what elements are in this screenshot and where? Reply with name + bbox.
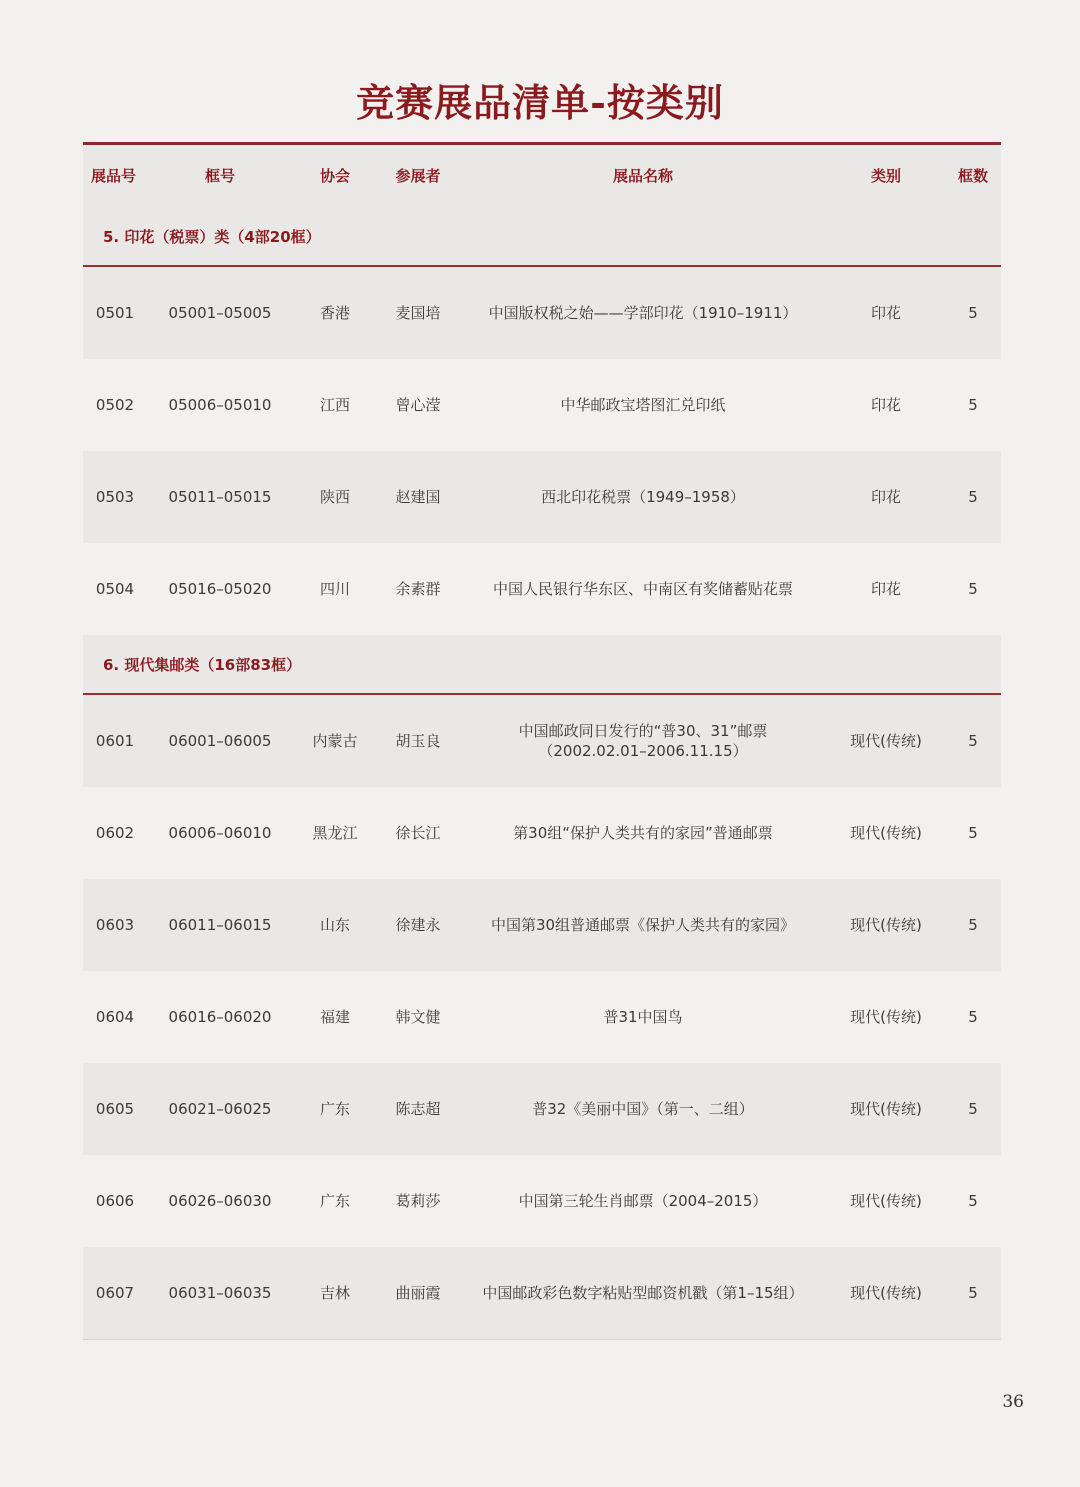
cell-exhibitor: 徐建永 bbox=[395, 916, 441, 934]
table-row bbox=[83, 543, 1001, 635]
cell-exhibit-name: 普31中国鸟 bbox=[603, 1008, 683, 1026]
cell-exhibitor: 赵建国 bbox=[395, 488, 441, 506]
cell-category: 现代(传统) bbox=[850, 1008, 922, 1026]
cell-frames: 5 bbox=[968, 916, 978, 934]
cell-exhibit-name: 第30组“保护人类共有的家园”普通邮票 bbox=[513, 824, 773, 842]
cell-frames: 5 bbox=[968, 824, 978, 842]
header-frame-no: 框号 bbox=[204, 167, 235, 185]
cell-category: 现代(传统) bbox=[850, 824, 922, 842]
cell-exhibit-no: 0503 bbox=[95, 488, 135, 506]
cell-frames: 5 bbox=[968, 396, 978, 414]
table-row bbox=[83, 359, 1001, 451]
section-header: 6. 现代集邮类（16部83框） bbox=[83, 635, 1001, 695]
cell-exhibit-name: 中国邮政彩色数字粘贴型邮资机戳（第1–15组） bbox=[482, 1284, 804, 1302]
cell-exhibit-name: 西北印花税票（1949–1958） bbox=[541, 488, 745, 506]
cell-frames: 5 bbox=[968, 488, 978, 506]
cell-exhibit-no: 0603 bbox=[95, 916, 135, 934]
header-association: 协会 bbox=[319, 167, 350, 185]
header-exhibit-name: 展品名称 bbox=[612, 167, 673, 185]
page-title: 竞赛展品清单-按类别 bbox=[356, 80, 724, 125]
cell-category: 印花 bbox=[870, 396, 901, 414]
table-header bbox=[83, 145, 1001, 207]
table-body bbox=[83, 207, 1001, 1339]
cell-exhibit-name: 中国第三轮生肖邮票（2004–2015） bbox=[518, 1192, 768, 1210]
cell-frame-no: 05001–05005 bbox=[168, 304, 272, 322]
table-row bbox=[83, 267, 1001, 359]
cell-frames: 5 bbox=[968, 732, 978, 750]
cell-category: 印花 bbox=[870, 580, 901, 598]
cell-association: 山东 bbox=[319, 916, 350, 934]
cell-exhibitor: 麦国培 bbox=[395, 304, 441, 322]
cell-frame-no: 06016–06020 bbox=[168, 1008, 272, 1026]
cell-association: 四川 bbox=[319, 580, 350, 598]
table-row bbox=[83, 695, 1001, 787]
cell-exhibitor: 余素群 bbox=[395, 580, 441, 598]
cell-exhibit-no: 0504 bbox=[95, 580, 135, 598]
cell-association: 广东 bbox=[319, 1192, 350, 1210]
cell-category: 现代(传统) bbox=[850, 916, 922, 934]
cell-exhibit-no: 0605 bbox=[95, 1100, 135, 1118]
cell-association: 陕西 bbox=[319, 488, 350, 506]
cell-category: 现代(传统) bbox=[850, 1100, 922, 1118]
cell-exhibit-no: 0606 bbox=[95, 1192, 135, 1210]
cell-association: 吉林 bbox=[319, 1284, 350, 1302]
header-frames: 框数 bbox=[957, 167, 988, 185]
cell-frame-no: 06026–06030 bbox=[168, 1192, 272, 1210]
cell-frame-no: 05016–05020 bbox=[168, 580, 272, 598]
cell-exhibitor: 胡玉良 bbox=[395, 732, 441, 750]
cell-exhibit-name: 中国版权税之始——学部印花（1910–1911） bbox=[488, 304, 798, 322]
cell-exhibitor: 徐长江 bbox=[395, 824, 441, 842]
cell-exhibit-name: 中国人民银行华东区、中南区有奖储蓄贴花票 bbox=[492, 580, 793, 598]
table-row bbox=[83, 451, 1001, 543]
exhibit-table bbox=[83, 142, 1001, 1340]
header-exhibitor: 参展者 bbox=[395, 167, 441, 185]
cell-frames: 5 bbox=[968, 580, 978, 598]
table-row bbox=[83, 1155, 1001, 1247]
cell-frames: 5 bbox=[968, 1192, 978, 1210]
cell-frames: 5 bbox=[968, 1008, 978, 1026]
cell-association: 内蒙古 bbox=[312, 732, 358, 750]
cell-exhibit-no: 0607 bbox=[95, 1284, 135, 1302]
cell-category: 现代(传统) bbox=[850, 732, 922, 750]
header-exhibit-no: 展品号 bbox=[91, 167, 137, 185]
cell-frame-no: 06006–06010 bbox=[168, 824, 272, 842]
cell-frame-no: 05006–05010 bbox=[168, 396, 272, 414]
section-header: 5. 印花（税票）类（4部20框） bbox=[83, 207, 1001, 267]
cell-frame-no: 06011–06015 bbox=[168, 916, 272, 934]
header-category: 类别 bbox=[870, 167, 901, 185]
cell-association: 福建 bbox=[319, 1008, 350, 1026]
cell-exhibit-name: 中国邮政同日发行的“普30、31”邮票 （2002.02.01–2006.11.15） bbox=[518, 722, 768, 760]
table-row bbox=[83, 1063, 1001, 1155]
table-row bbox=[83, 971, 1001, 1063]
cell-category: 现代(传统) bbox=[850, 1284, 922, 1302]
cell-exhibit-no: 0501 bbox=[95, 304, 135, 322]
cell-frames: 5 bbox=[968, 304, 978, 322]
cell-category: 印花 bbox=[870, 488, 901, 506]
cell-frames: 5 bbox=[968, 1100, 978, 1118]
cell-exhibit-no: 0604 bbox=[95, 1008, 135, 1026]
table-bottom-rule bbox=[83, 1339, 1001, 1340]
cell-association: 香港 bbox=[319, 304, 350, 322]
cell-exhibit-no: 0602 bbox=[95, 824, 135, 842]
cell-frame-no: 06001–06005 bbox=[168, 732, 272, 750]
cell-exhibit-no: 0601 bbox=[95, 732, 135, 750]
cell-exhibitor: 陈志超 bbox=[395, 1100, 441, 1118]
cell-exhibitor: 曾心滢 bbox=[395, 396, 441, 414]
cell-exhibit-no: 0502 bbox=[95, 396, 135, 414]
table-row bbox=[83, 1247, 1001, 1339]
page-number: 36 bbox=[1002, 1392, 1024, 1412]
cell-exhibit-name: 中华邮政宝塔图汇兑印纸 bbox=[560, 396, 726, 414]
cell-exhibitor: 葛莉莎 bbox=[395, 1192, 441, 1210]
cell-frame-no: 06031–06035 bbox=[168, 1284, 272, 1302]
cell-frame-no: 06021–06025 bbox=[168, 1100, 272, 1118]
cell-association: 广东 bbox=[319, 1100, 350, 1118]
cell-exhibitor: 韩文健 bbox=[395, 1008, 441, 1026]
cell-category: 印花 bbox=[870, 304, 901, 322]
cell-exhibitor: 曲丽霞 bbox=[395, 1284, 441, 1302]
cell-frame-no: 05011–05015 bbox=[168, 488, 272, 506]
cell-association: 黑龙江 bbox=[312, 824, 358, 842]
table-row bbox=[83, 787, 1001, 879]
cell-category: 现代(传统) bbox=[850, 1192, 922, 1210]
cell-frames: 5 bbox=[968, 1284, 978, 1302]
cell-exhibit-name: 中国第30组普通邮票《保护人类共有的家园》 bbox=[490, 916, 796, 934]
cell-exhibit-name: 普32《美丽中国》（第一、二组） bbox=[532, 1100, 754, 1118]
cell-association: 江西 bbox=[319, 396, 350, 414]
table-row bbox=[83, 879, 1001, 971]
